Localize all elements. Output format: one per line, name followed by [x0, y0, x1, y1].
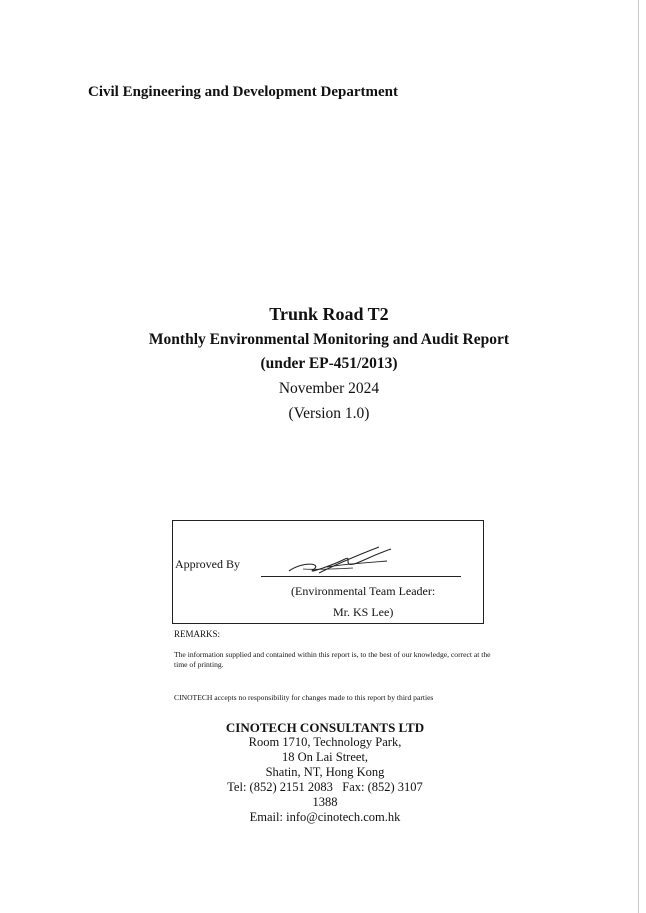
- address-line-1: Room 1710, Technology Park,: [248, 735, 402, 749]
- address-line-2: 18 On Lai Street,: [281, 750, 369, 764]
- address-line-3: Shatin, NT, Hong Kong: [265, 765, 385, 779]
- title-block: [0, 300, 646, 426]
- report-title: Trunk Road T2: [269, 304, 389, 324]
- report-date: November 2024: [278, 380, 380, 397]
- report-subtitle: Monthly Environmental Monitoring and Audit Report: [148, 331, 510, 348]
- signature-icon: [283, 543, 403, 577]
- approver-name: Mr. KS Lee): [333, 605, 394, 619]
- company-block: [200, 720, 450, 825]
- disclaimer-text: CINOTECH accepts no responsibility for changes made to this report by third parties: [174, 693, 434, 702]
- company-email: Email: info@cinotech.com.hk: [249, 810, 401, 824]
- permit-number: (under EP-451/2013): [260, 355, 398, 372]
- approval-box: [172, 520, 484, 624]
- approver-role: (Environmental Team Leader:: [291, 584, 436, 598]
- remarks-text: The information supplied and contained within this report is, to the best of our knowledge, correct at the time of printing.: [174, 650, 491, 669]
- approved-by-label: Approved By: [175, 557, 240, 571]
- scan-edge-line: [638, 0, 639, 913]
- remarks-label: REMARKS:: [174, 629, 221, 639]
- department-name: Civil Engineering and Development Department: [88, 84, 398, 100]
- company-name: CINOTECH CONSULTANTS LTD: [225, 720, 425, 735]
- contact-line-2: 1388: [312, 795, 338, 809]
- signature-line: [261, 576, 461, 577]
- contact-line-1: Tel: (852) 2151 2083 Fax: (852) 3107: [227, 780, 423, 794]
- report-version: (Version 1.0): [288, 405, 370, 422]
